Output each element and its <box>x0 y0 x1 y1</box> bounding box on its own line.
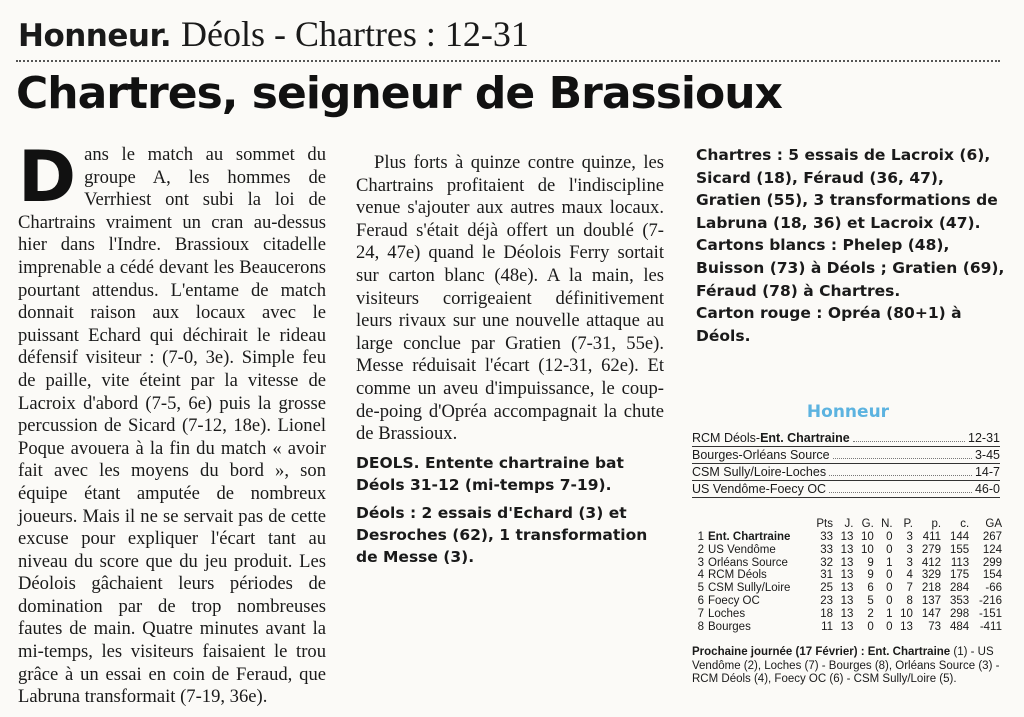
standings-row <box>692 608 1004 621</box>
standings-cell: 279 <box>921 543 942 556</box>
paragraph-1-text: ans le match au sommet du groupe A, les hommes de Verrhiest ont subi la loi de Chartrains vraiment un cran au-dessus hier dans l'Indre. Brassioux citadelle imprenable a cédé devant les Beaucerons pourtant attendus. L'entame de match donnait raison aux locaux avec le puissant Echard qui déchirait le rideau défensif visiteur : (7-0, 3e). Simple feu de paille, vite éteint par la vitesse de Lacroix d'abord (7-5, 6e) puis la grosse percussion de Sicard (7-12, 18e). Lionel Poque avouera à la fin du match « avoir fait avec les moyens du bord », son équipe étant amputée de nombreux joueurs. Mais il ne se servait pas de cette excuse pour expliquer l'écart tant au niveau du score que du jeu produit. Les Déolois gâchaient leurs périodes de domination par de trop nombreuses fautes de main. Quatre minutes avant la mi-temps, les visiteurs faisaient le trou grâce à un essai en coin de Feraud, que Labruna transformait (7-19, 36e). <box>18 144 326 708</box>
standings-cell: 329 <box>921 569 942 582</box>
standings-cell: 175 <box>950 569 970 582</box>
standings-cell: 33 <box>820 531 834 543</box>
results-box-title: Honneur <box>806 402 890 422</box>
standings-cell: -411 <box>979 620 1002 633</box>
standings-cell: 10 <box>900 607 913 620</box>
next-round-text: (1) - US Vendôme (2), Loches (7) - Bourges (8), Orléans Source (3) - RCM Déols (4), Foecy OC (6) - CSM Sully/Loire (5). <box>692 646 1000 685</box>
standings-cell: Foecy OC <box>708 594 760 607</box>
standings-cell: 31 <box>820 569 834 582</box>
match-details-column <box>696 144 1008 347</box>
standings-cell: 113 <box>950 556 970 569</box>
standings-cell: 0 <box>886 582 893 595</box>
standings-cell: 13 <box>840 531 854 543</box>
standings-header-cell: p. <box>931 518 942 530</box>
result-home: RCM Déols- <box>692 431 761 445</box>
standings-cell: 137 <box>921 594 942 607</box>
dotted-divider <box>16 60 1000 62</box>
red-card: Carton rouge : Opréa (80+1) à Déols. <box>696 304 962 345</box>
standings-cell: 23 <box>820 594 834 607</box>
standings-row <box>692 595 1004 608</box>
standings-cell: 13 <box>840 594 854 607</box>
standings-cell: 9 <box>867 556 874 569</box>
standings-cell: 1 <box>886 556 893 569</box>
standings-cell: 3 <box>906 531 913 543</box>
standings-cell: 10 <box>860 543 874 556</box>
standings-cell: 13 <box>840 582 854 595</box>
article-paragraph-2: Plus forts à quinze contre quinze, les Chartrains profitaient de l'indiscipline venue s'ajouter aux autres maux locaux. Feraud s'était déjà offert un doublé (7-24, 47e) quand le Déolois Ferry sortait sur carton blanc (48e). A la main, les visiteurs corrigeaient définitivement leurs rivaux sur une nouvelle attaque au large conclue par Gratien (7-31, 55e). Messe réduisait l'écart (12-31, 62e). Et comme un aveu d'impuissance, le coup-de-poing d'Opréa accompagnait la chute de Brassioux. <box>356 152 664 445</box>
standings-table <box>692 518 1004 633</box>
standings-cell: 6 <box>697 594 704 607</box>
article-column-1 <box>18 136 326 709</box>
standings-cell: 0 <box>867 620 874 633</box>
chartres-scorers: Chartres : 5 essais de Lacroix (6), Sicard (18), Féraud (36, 47), Gratien (55), 3 transformations de Labruna (18, 36) et Lacroix (47). Cartons blancs : Phelep (48), Buisson (73) à Déols ; Gratien (69), Féraud (78) à Chartres. <box>696 146 1005 300</box>
standings-cell: 33 <box>820 543 834 556</box>
standings-cell: 3 <box>697 556 704 569</box>
standings-cell: 1 <box>697 531 704 543</box>
result-score: 46-0 <box>974 482 1000 496</box>
section-label: Honneur. <box>18 18 172 54</box>
standings-cell: 2 <box>697 543 704 556</box>
standings-cell: 353 <box>950 594 970 607</box>
standings-cell: 284 <box>950 582 970 595</box>
standings-cell: 13 <box>840 556 854 569</box>
standings-cell: 412 <box>921 556 942 569</box>
result-score: 12-31 <box>968 431 1000 445</box>
standings-cell: 32 <box>820 556 834 569</box>
standings-header-cell <box>692 518 706 531</box>
standings-row <box>692 557 1004 570</box>
headline: Chartres, seigneur de Brassioux <box>16 68 782 119</box>
standings-cell: 6 <box>867 582 874 595</box>
standings-cell: 8 <box>697 620 704 633</box>
standings-cell: 298 <box>950 607 970 620</box>
standings-cell: 124 <box>982 543 1002 556</box>
result-away: Ent. Chartraine <box>760 431 850 445</box>
standings-cell: 13 <box>840 607 854 620</box>
standings-cell: 3 <box>906 543 913 556</box>
kicker <box>18 14 529 56</box>
standings-cell: 299 <box>982 556 1002 569</box>
standings-cell: 9 <box>867 569 874 582</box>
standings-cell: CSM Sully/Loire <box>708 582 791 595</box>
standings-cell: 411 <box>922 531 942 543</box>
standings-cell: 0 <box>886 569 893 582</box>
standings-cell: 1 <box>886 607 893 620</box>
standings-cell: 3 <box>906 556 913 569</box>
standings-row <box>692 621 1004 634</box>
standings-header-row <box>692 518 1004 531</box>
result-home: US Vendôme-Foecy OC <box>692 482 827 496</box>
standings-cell: 154 <box>982 569 1002 582</box>
dot-leader <box>833 448 972 459</box>
standings-cell: 484 <box>950 620 970 633</box>
standings-cell: US Vendôme <box>708 543 776 556</box>
standings-cell: 8 <box>906 594 913 607</box>
result-home: CSM Sully/Loire-Loches <box>692 465 827 479</box>
result-row <box>692 464 1000 481</box>
standings-cell: 144 <box>950 531 970 543</box>
standings-header-cell: Pts <box>816 518 834 530</box>
next-round <box>692 646 1004 687</box>
match-score-title: Déols - Chartres : 12-31 <box>180 14 529 54</box>
standings-header-cell: N. <box>881 518 893 530</box>
standings-row <box>692 544 1004 557</box>
standings-cell: 155 <box>950 543 970 556</box>
standings-cell: -216 <box>978 594 1002 607</box>
standings-cell: 7 <box>906 582 913 595</box>
standings-cell: 0 <box>886 620 893 633</box>
standings-cell: Bourges <box>708 620 751 633</box>
match-summary-title: DEOLS. Entente chartraine bat Déols 31-12 (mi-temps 7-19). <box>356 453 624 494</box>
standings-cell: 5 <box>697 582 704 595</box>
results-list <box>692 430 1000 498</box>
standings-cell: 18 <box>820 607 834 620</box>
standings-cell: -151 <box>978 607 1002 620</box>
standings-cell: 0 <box>886 543 893 556</box>
standings-cell: 10 <box>860 531 874 543</box>
result-row <box>692 430 1000 447</box>
standings-cell: Ent. Chartraine <box>708 531 791 543</box>
result-home: Bourges-Orléans Source <box>692 448 830 462</box>
next-round-label: Prochaine journée (17 Février) : Ent. Chartraine <box>692 646 951 658</box>
standings-header-cell <box>706 518 810 531</box>
result-score: 14-7 <box>974 465 1000 479</box>
result-row <box>692 447 1000 464</box>
standings-header-cell: P. <box>903 518 913 530</box>
standings-cell: 4 <box>697 569 704 582</box>
standings-cell: 13 <box>840 569 854 582</box>
standings-header-cell: c. <box>960 518 970 530</box>
standings-cell: 13 <box>900 620 913 633</box>
standings-cell: 267 <box>982 531 1002 543</box>
standings-cell: 7 <box>697 607 704 620</box>
standings-cell: 218 <box>921 582 942 595</box>
standings-cell: 13 <box>840 543 854 556</box>
standings-cell: 13 <box>840 620 854 633</box>
standings-row <box>692 569 1004 582</box>
standings-cell: 2 <box>867 607 874 620</box>
standings-cell: -66 <box>985 582 1002 595</box>
result-score: 3-45 <box>974 448 1000 462</box>
article-paragraph-1 <box>18 136 326 709</box>
result-row <box>692 481 1000 498</box>
article-column-2 <box>356 144 664 568</box>
standings-cell: 4 <box>906 569 913 582</box>
standings-cell: RCM Déols <box>708 569 767 582</box>
standings-cell: 73 <box>928 620 942 633</box>
standings-header-cell: GA <box>985 518 1002 530</box>
dropcap: D <box>18 136 77 218</box>
standings-row <box>692 582 1004 595</box>
standings-header-cell: G. <box>861 518 874 530</box>
dot-leader <box>829 482 972 493</box>
standings-cell: 0 <box>886 594 893 607</box>
dot-leader <box>853 431 965 442</box>
standings-cell: 5 <box>867 594 874 607</box>
dot-leader <box>829 465 972 476</box>
standings-cell: Orléans Source <box>708 556 788 569</box>
standings-cell: 25 <box>820 582 834 595</box>
standings-cell: Loches <box>708 607 746 620</box>
standings-row <box>692 531 1004 544</box>
deols-scorers: Déols : 2 essais d'Echard (3) et Desroches (62), 1 transformation de Messe (3). <box>356 503 648 566</box>
standings-cell: 11 <box>821 620 834 633</box>
standings-cell: 0 <box>886 531 893 543</box>
standings-cell: 147 <box>921 607 942 620</box>
standings-header-cell: J. <box>844 518 854 530</box>
